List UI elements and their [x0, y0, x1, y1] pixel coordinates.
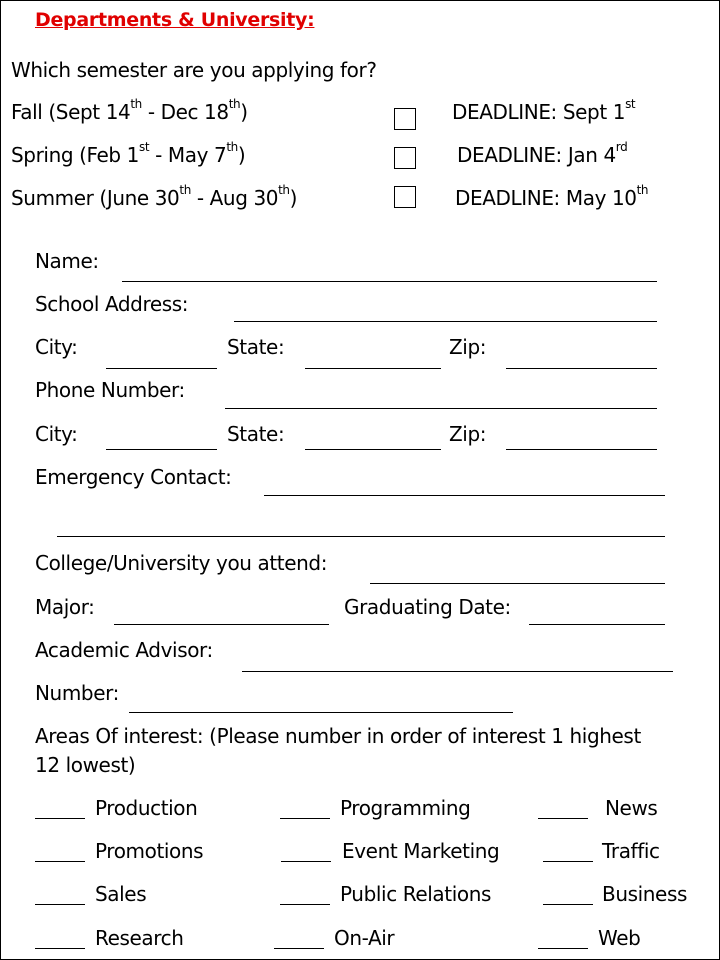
interest-programming: Programming: [340, 796, 471, 820]
emergency-contact-label: Emergency Contact:: [35, 465, 232, 489]
zip-field[interactable]: [506, 368, 657, 369]
interest-blank-production[interactable]: [35, 818, 85, 819]
interests-prompt-line2: 12 lowest): [35, 753, 136, 777]
form-title: Departments & University:: [35, 9, 315, 31]
state-field-2[interactable]: [305, 449, 441, 450]
city-label-2: City:: [35, 422, 78, 446]
interest-web: Web: [598, 926, 641, 950]
semester-spring-label: Spring (Feb 1st - May 7th): [11, 140, 246, 167]
city-field-2[interactable]: [106, 449, 217, 450]
interest-production: Production: [95, 796, 198, 820]
phone-field[interactable]: [225, 408, 657, 409]
zip-field-2[interactable]: [506, 449, 657, 450]
state-field[interactable]: [305, 368, 441, 369]
name-label: Name:: [35, 249, 99, 273]
emergency-contact-field[interactable]: [264, 495, 665, 496]
phone-label: Phone Number:: [35, 378, 185, 402]
interest-blank-programming[interactable]: [280, 818, 330, 819]
college-field[interactable]: [370, 583, 665, 584]
advisor-label: Academic Advisor:: [35, 638, 213, 662]
interest-blank-event-marketing[interactable]: [281, 861, 331, 862]
city-label: City:: [35, 335, 78, 359]
spring-checkbox[interactable]: [394, 147, 416, 169]
interest-blank-web[interactable]: [538, 948, 588, 949]
state-label-2: State:: [227, 422, 285, 446]
semester-summer-label: Summer (June 30th - Aug 30th): [11, 183, 298, 210]
grad-date-field[interactable]: [529, 624, 665, 625]
interest-blank-news[interactable]: [538, 818, 588, 819]
interest-blank-sales[interactable]: [35, 904, 85, 905]
interest-blank-business[interactable]: [543, 904, 593, 905]
interest-blank-research[interactable]: [35, 948, 85, 949]
interest-traffic: Traffic: [602, 839, 660, 863]
major-field[interactable]: [114, 624, 329, 625]
grad-date-label: Graduating Date:: [344, 595, 511, 619]
interest-research: Research: [95, 926, 184, 950]
zip-label-2: Zip:: [449, 422, 487, 446]
interest-public-relations: Public Relations: [340, 882, 491, 906]
interest-blank-on-air[interactable]: [274, 948, 324, 949]
city-field[interactable]: [106, 368, 217, 369]
interest-promotions: Promotions: [95, 839, 204, 863]
number-field[interactable]: [129, 712, 513, 713]
school-address-field[interactable]: [234, 321, 657, 322]
semester-fall-label: Fall (Sept 14th - Dec 18th): [11, 97, 248, 124]
interest-business: Business: [602, 882, 687, 906]
interest-blank-promotions[interactable]: [35, 861, 85, 862]
interests-prompt-line1: Areas Of interest: (Please number in order of interest 1 highest: [35, 724, 641, 748]
interest-sales: Sales: [95, 882, 147, 906]
name-field[interactable]: [122, 281, 657, 282]
spring-deadline: DEADLINE: Jan 4rd: [457, 140, 628, 167]
summer-checkbox[interactable]: [394, 186, 416, 208]
fall-deadline: DEADLINE: Sept 1st: [452, 97, 636, 124]
interest-blank-traffic[interactable]: [543, 861, 593, 862]
fall-checkbox[interactable]: [394, 108, 416, 130]
emergency-contact-field-2[interactable]: [57, 536, 665, 537]
advisor-field[interactable]: [242, 671, 673, 672]
interest-news: News: [605, 796, 658, 820]
summer-deadline: DEADLINE: May 10th: [455, 183, 649, 210]
state-label: State:: [227, 335, 285, 359]
number-label: Number:: [35, 681, 119, 705]
interest-on-air: On-Air: [334, 926, 395, 950]
school-address-label: School Address:: [35, 292, 189, 316]
interest-event-marketing: Event Marketing: [342, 839, 500, 863]
interest-blank-public-relations[interactable]: [280, 904, 330, 905]
zip-label: Zip:: [449, 335, 487, 359]
college-label: College/University you attend:: [35, 551, 328, 575]
major-label: Major:: [35, 595, 95, 619]
semester-question: Which semester are you applying for?: [11, 58, 377, 82]
